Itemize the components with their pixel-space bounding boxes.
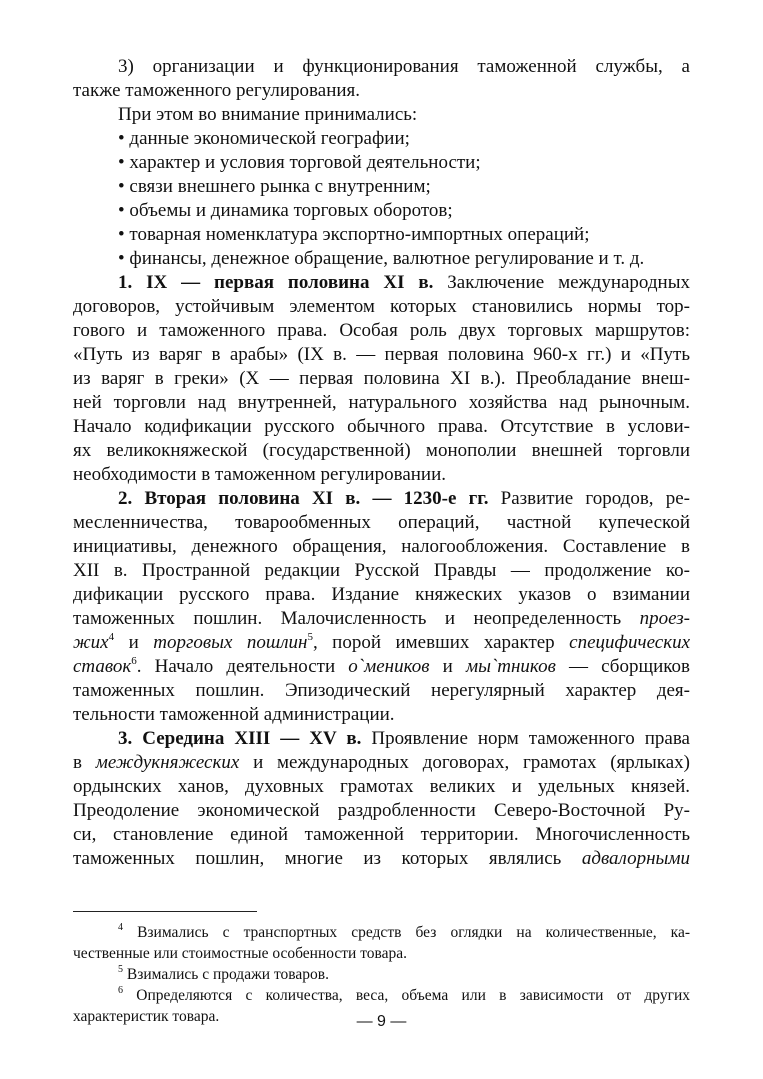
- text-run: таможенных пошлин, многие из которых являлись: [73, 848, 582, 869]
- italic-term: специфических: [569, 632, 691, 653]
- italic-term: междукняжеских: [95, 752, 240, 773]
- footnote-ref-6[interactable]: 6: [131, 654, 137, 667]
- text-line: При этом во внимание принимались:: [118, 104, 418, 125]
- footnote-ref-4[interactable]: 4: [108, 630, 115, 643]
- text-line: договоров, устойчивым элементом которых становились нормы тор-: [73, 296, 690, 317]
- text-line: [73, 271, 690, 295]
- bullet-item: • характер и условия торговой деятельности;: [118, 152, 481, 173]
- text-run: таможенных пошлин. Малочисленность и неопределенность: [73, 608, 640, 629]
- bullet-item: • связи внешнего рынка с внутренним;: [118, 176, 431, 197]
- text-line: 3) организации и функционирования таможенной службы, а: [118, 56, 690, 77]
- text-line: дификации русского права. Издание княжеских указов о взимании: [73, 584, 690, 605]
- text-run: и международных договорах, грамотах (ярлыках): [239, 752, 690, 773]
- page-number: — 9 —: [356, 1013, 407, 1030]
- text-run: — сборщиков: [555, 656, 690, 677]
- text-line: [73, 727, 690, 751]
- italic-term: торговых пошлин: [153, 632, 308, 653]
- footnote-ref-5[interactable]: 5: [307, 630, 313, 643]
- section-heading-1: 1. IX — первая половина XI в.: [118, 272, 434, 293]
- footnote-text: Определяются с количества, веса, объема или в зависимости от других: [123, 987, 690, 1004]
- italic-term: жих: [73, 632, 109, 653]
- text-run: Проявление норм таможенного права: [361, 728, 690, 749]
- text-line: ордынских ханов, духовных грамотах великих и удельных князей.: [73, 776, 690, 797]
- bullet-item: • данные экономической географии;: [118, 128, 410, 149]
- footnote-number: 4: [118, 921, 123, 933]
- italic-term: о`меников: [348, 656, 430, 677]
- text-run: . Начало деятельности: [136, 656, 349, 677]
- footnote-number: 6: [118, 984, 123, 996]
- text-run: Заключение международных: [433, 272, 690, 293]
- text-line: также таможенного регулирования.: [73, 80, 361, 101]
- footnote-4-cont: чественные или стоимостные особенности товара.: [73, 945, 408, 962]
- section-heading-2: 2. Вторая половина XI в. — 1230-е гг.: [118, 488, 489, 509]
- italic-term: мы`тников: [465, 656, 556, 677]
- main-text: [73, 55, 690, 871]
- italic-term: ставок: [73, 656, 132, 677]
- footnotes: [73, 922, 690, 1027]
- footnote-divider: [73, 911, 257, 912]
- text-run: в: [73, 752, 96, 773]
- text-line: из варяг в греки» (X — первая половина XI в.). Преобладание внеш-: [73, 368, 690, 389]
- text-run: , порой имевших характер: [312, 632, 570, 653]
- text-run: Развитие городов, ре-: [488, 488, 690, 509]
- footnote-6: [73, 985, 690, 1006]
- text-line: си, становление единой таможенной территории. Многочисленность: [73, 824, 690, 845]
- text-line: ней торговли над внутренней, натурального хозяйства над рыночным.: [73, 392, 690, 413]
- text-line: инициативы, денежного обращения, налогообложения. Составление в: [73, 536, 690, 557]
- text-line: тельности таможенной администрации.: [73, 704, 395, 725]
- bullet-item: • объемы и динамика торговых оборотов;: [118, 200, 453, 221]
- text-run: и: [114, 632, 154, 653]
- text-line: [73, 631, 690, 655]
- text-line: ях великокняжеской (государственной) монополии внешней торговли: [73, 440, 690, 461]
- italic-term: проез-: [639, 608, 690, 629]
- text-line: таможенных пошлин. Эпизодический нерегулярный характер дея-: [73, 680, 690, 701]
- text-line: XII в. Пространной редакции Русской Правды — продолжение ко-: [73, 560, 690, 581]
- text-line: [73, 487, 690, 511]
- text-line: Преодоление экономической раздробленности Северо-Восточной Ру-: [73, 800, 690, 821]
- italic-term: адвалорными: [581, 848, 690, 869]
- footnote-text: Взимались с продажи товаров.: [123, 966, 329, 983]
- footnote-6-cont: характеристик товара.: [73, 1008, 220, 1025]
- footnote-text: Взимались с транспортных средств без оглядки на количественные, ка-: [123, 924, 690, 941]
- text-line: [73, 655, 690, 679]
- bullet-item: • товарная номенклатура экспортно-импортных операций;: [118, 224, 590, 245]
- footnote-5: [73, 964, 690, 985]
- text-line: месленничества, товарообменных операций, частной купеческой: [73, 512, 690, 533]
- text-line: [73, 607, 690, 631]
- text-run: и: [429, 656, 466, 677]
- bullet-item: • финансы, денежное обращение, валютное регулирование и т. д.: [118, 248, 645, 269]
- text-line: [73, 847, 690, 871]
- text-line: Начало кодификации русского обычного права. Отсутствие в услови-: [73, 416, 690, 437]
- text-line: «Путь из варяг в арабы» (IX в. — первая половина 960-х гг.) и «Путь: [73, 344, 690, 365]
- text-line: необходимости в таможенном регулировании.: [73, 464, 447, 485]
- text-line: [73, 751, 690, 775]
- text-line: гового и таможенного права. Особая роль двух торговых маршрутов:: [73, 320, 690, 341]
- footnote-4: [73, 922, 690, 943]
- section-heading-3: 3. Середина XIII — XV в.: [118, 728, 362, 749]
- footnote-number: 5: [118, 963, 123, 975]
